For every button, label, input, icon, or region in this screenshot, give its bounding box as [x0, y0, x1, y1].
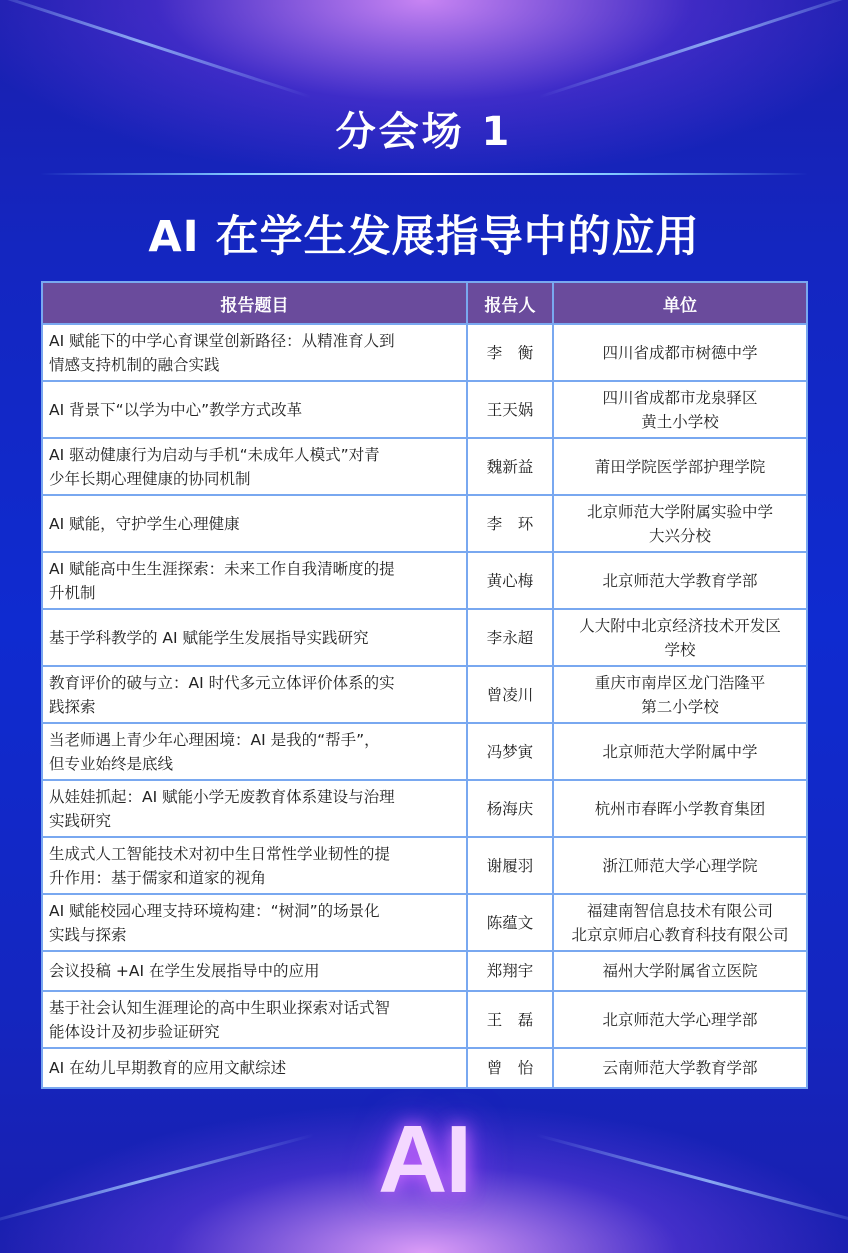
- affiliation: 四川省成都市龙泉驿区 黄土小学校: [553, 381, 807, 438]
- speaker-name: 王天娲: [467, 381, 553, 438]
- table-row: [42, 324, 807, 381]
- column-header-speaker: 报告人: [467, 282, 553, 324]
- table-row: [42, 1048, 807, 1088]
- report-title: 生成式人工智能技术对初中生日常性学业韧性的提 升作用：基于儒家和道家的视角: [42, 837, 467, 894]
- divider: [40, 173, 808, 175]
- report-title: AI 赋能高中生生涯探索：未来工作自我清晰度的提 升机制: [42, 552, 467, 609]
- speaker-name: 王 磊: [467, 991, 553, 1048]
- table-row: [42, 723, 807, 780]
- speaker-name: 黄心梅: [467, 552, 553, 609]
- report-title: 基于学科教学的 AI 赋能学生发展指导实践研究: [42, 609, 467, 666]
- speaker-name: 陈蕴文: [467, 894, 553, 951]
- report-title: 教育评价的破与立：AI 时代多元立体评价体系的实 践探索: [42, 666, 467, 723]
- table-row: [42, 495, 807, 552]
- table-row: [42, 381, 807, 438]
- ai-logo: AI: [378, 1106, 470, 1213]
- speaker-name: 曾 怡: [467, 1048, 553, 1088]
- affiliation: 北京师范大学附属实验中学 大兴分校: [553, 495, 807, 552]
- affiliation: 浙江师范大学心理学院: [553, 837, 807, 894]
- table-row: [42, 837, 807, 894]
- report-title: AI 驱动健康行为启动与手机“未成年人模式”对青 少年长期心理健康的协同机制: [42, 438, 467, 495]
- table-row: [42, 438, 807, 495]
- speaker-name: 李 衡: [467, 324, 553, 381]
- affiliation: 四川省成都市树德中学: [553, 324, 807, 381]
- table-row: [42, 951, 807, 991]
- speaker-name: 冯梦寅: [467, 723, 553, 780]
- affiliation: 杭州市春晖小学教育集团: [553, 780, 807, 837]
- affiliation: 云南师范大学教育学部: [553, 1048, 807, 1088]
- speaker-name: 魏新益: [467, 438, 553, 495]
- affiliation: 莆田学院医学部护理学院: [553, 438, 807, 495]
- light-streak: [0, 0, 312, 99]
- table-row: [42, 552, 807, 609]
- report-title: AI 赋能下的中学心育课堂创新路径：从精准育人到 情感支持机制的融合实践: [42, 324, 467, 381]
- report-title: 会议投稿 +AI 在学生发展指导中的应用: [42, 951, 467, 991]
- speaker-name: 曾凌川: [467, 666, 553, 723]
- session-label: 分会场 1: [335, 109, 513, 155]
- affiliation: 福州大学附属省立医院: [553, 951, 807, 991]
- affiliation: 人大附中北京经济技术开发区 学校: [553, 609, 807, 666]
- report-title: 基于社会认知生涯理论的高中生职业探索对话式智 能体设计及初步验证研究: [42, 991, 467, 1048]
- report-title: 当老师遇上青少年心理困境：AI 是我的“帮手”， 但专业始终是底线: [42, 723, 467, 780]
- report-title: AI 在幼儿早期教育的应用文献综述: [42, 1048, 467, 1088]
- light-streak: [538, 0, 848, 99]
- report-title: AI 赋能校园心理支持环境构建：“树洞”的场景化 实践与探索: [42, 894, 467, 951]
- schedule-table: [41, 281, 808, 1089]
- affiliation: 重庆市南岸区龙门浩隆平 第二小学校: [553, 666, 807, 723]
- speaker-name: 郑翔宇: [467, 951, 553, 991]
- table-row: [42, 609, 807, 666]
- report-title: AI 赋能，守护学生心理健康: [42, 495, 467, 552]
- column-header-unit: 单位: [553, 282, 807, 324]
- speaker-name: 杨海庆: [467, 780, 553, 837]
- speaker-name: 谢履羽: [467, 837, 553, 894]
- affiliation: 福建南智信息技术有限公司 北京京师启心教育科技有限公司: [553, 894, 807, 951]
- column-header-title: 报告题目: [42, 282, 467, 324]
- table-row: [42, 894, 807, 951]
- speaker-name: 李 环: [467, 495, 553, 552]
- report-title: AI 背景下“以学为中心”教学方式改革: [42, 381, 467, 438]
- affiliation: 北京师范大学附属中学: [553, 723, 807, 780]
- table-row: [42, 666, 807, 723]
- table-header: [42, 282, 807, 324]
- table-row: [42, 780, 807, 837]
- speaker-name: 李永超: [467, 609, 553, 666]
- report-title: 从娃娃抓起：AI 赋能小学无废教育体系建设与治理 实践研究: [42, 780, 467, 837]
- table-row: [42, 991, 807, 1048]
- affiliation: 北京师范大学教育学部: [553, 552, 807, 609]
- affiliation: 北京师范大学心理学部: [553, 991, 807, 1048]
- page-title: AI 在学生发展指导中的应用: [148, 212, 700, 262]
